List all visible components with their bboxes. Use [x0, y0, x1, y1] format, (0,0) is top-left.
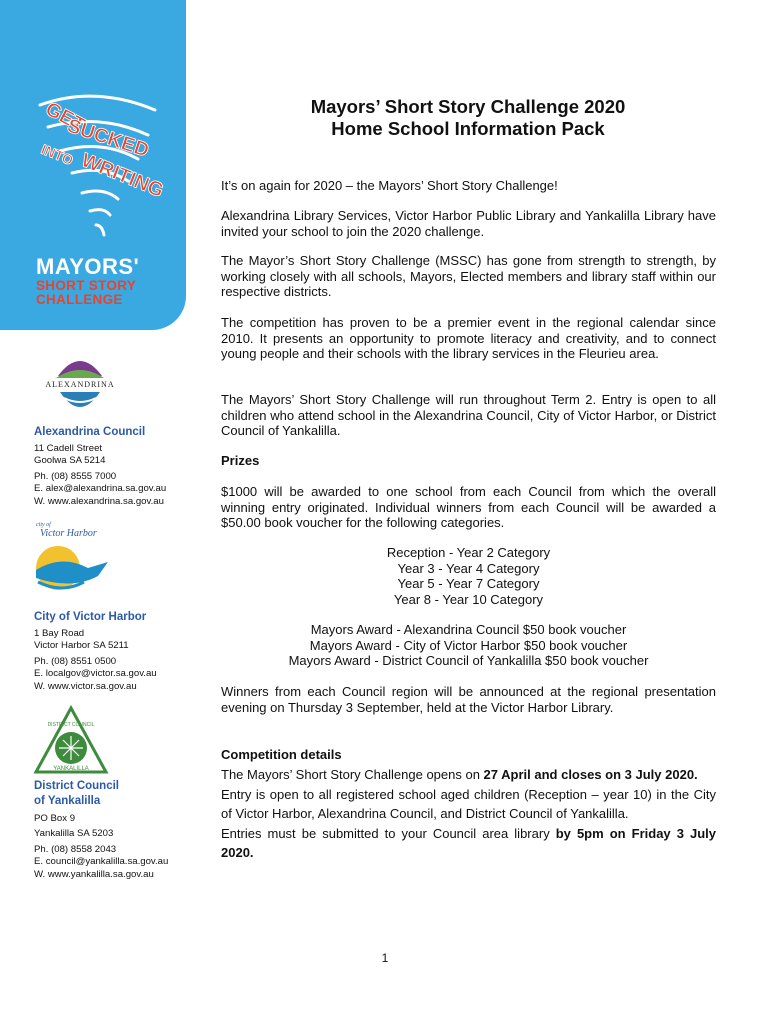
alexandrina-contact — [34, 443, 166, 508]
yankalilla-logo-bottom-text: YANKALILLA — [53, 766, 89, 772]
award-item: Mayors Award - District Council of Yankalilla $50 book voucher — [288, 653, 649, 668]
category-item: Year 3 - Year 4 Category — [397, 560, 540, 576]
entry-eligibility: Entry is open to all registered school aged children (Reception – year 10) in the City of Victor Harbor, Alexandrina Council, and District Council of Yankalilla. — [221, 786, 716, 821]
competition-details — [221, 765, 716, 863]
opens-line — [221, 765, 716, 785]
yankalilla-website[interactable]: W. www.yankalilla.sa.gov.au — [34, 868, 154, 880]
intro-paragraph-1: It’s on again for 2020 – the Mayors’ Short Story Challenge! — [221, 178, 558, 193]
opens-prefix: The Mayors’ Short Story Challenge opens on — [221, 767, 484, 782]
winners-paragraph: Winners from each Council region will be announced at the regional presentation evening on Thursday 3 September, held at the Victor Harbor Library. — [221, 684, 716, 715]
alexandrina-logo — [36, 352, 124, 422]
award-item: Mayors Award - City of Victor Harbor $50 book voucher — [309, 637, 628, 653]
submission-line — [221, 824, 716, 863]
intro-paragraph-2: Alexandrina Library Services, Victor Harbor Public Library and Yankalilla Library have invited your school to join the 2020 challenge. — [221, 208, 716, 239]
tornado-logo — [20, 75, 170, 245]
victor-harbor-contact — [34, 628, 157, 693]
victor-logo-small-text: city of — [36, 522, 51, 528]
banner-subtitle-1: SHORT STORY — [36, 278, 137, 293]
yankalilla-council-name-1: District Council — [34, 780, 119, 792]
tagline-into: INTO — [38, 140, 76, 169]
banner-title: MAYORS' — [36, 254, 140, 279]
category-item: Reception - Year 2 Category — [386, 545, 551, 560]
alexandrina-suburb: Goolwa SA 5214 — [34, 455, 106, 467]
intro-paragraph-3: The Mayor’s Short Story Challenge (MSSC) has gone from strength to strength, by working closely with all schools, Mayors, Elected members and library staff within our respective districts. — [221, 253, 716, 299]
intro-paragraph-5: The Mayors’ Short Story Challenge will run throughout Term 2. Entry is open to all children who attend school in the Alexandrina Council, City of Victor Harbor, or District Council of Yankalilla. — [221, 392, 716, 438]
yankalilla-email[interactable]: E. council@yankalilla.sa.gov.au — [34, 856, 169, 868]
victor-logo-text: Victor Harbor — [40, 528, 97, 539]
tagline-writing: WRITING — [78, 149, 167, 203]
category-item: Year 8 - Year 10 Category — [393, 591, 544, 607]
victor-website[interactable]: W. www.victor.sa.gov.au — [34, 680, 137, 692]
victor-phone: Ph. (08) 8551 0500 — [34, 655, 117, 667]
submit-deadline: by 5pm on Friday 3 July 2020. — [221, 825, 716, 860]
yankalilla-logo — [32, 704, 110, 776]
prize-categories — [221, 545, 716, 607]
tagline-get: GET — [41, 97, 89, 137]
victor-harbor-logo — [32, 518, 112, 598]
submit-prefix: Entries must be submitted to your Council area library — [221, 825, 556, 841]
victor-suburb: Victor Harbor SA 5211 — [34, 640, 129, 652]
alexandrina-council-name: Alexandrina Council — [34, 426, 146, 438]
yankalilla-logo-text: DISTRICT COUNCIL — [47, 722, 95, 728]
intro-paragraph-4: The competition has proven to be a premier event in the regional calendar since 2010. It presents an opportunity to promote literacy and creativity, and to connect young people and their schools with the library services in the Fleurieu area. — [221, 315, 716, 361]
alexandrina-address: 11 Cadell Street — [34, 443, 103, 454]
victor-email[interactable]: E. localgov@victor.sa.gov.au — [34, 668, 157, 680]
alexandrina-website[interactable]: W. www.alexandrina.sa.gov.au — [34, 495, 164, 507]
category-item: Year 5 - Year 7 Category — [397, 576, 540, 591]
mssc-banner — [0, 0, 186, 330]
page-number: 1 — [381, 951, 389, 965]
alexandrina-phone: Ph. (08) 8555 7000 — [34, 470, 117, 482]
alexandrina-logo-text: ALEXANDRINA — [45, 380, 115, 389]
mayors-awards — [221, 622, 716, 669]
prizes-heading: Prizes — [221, 453, 260, 468]
yankalilla-suburb: Yankalilla SA 5203 — [34, 828, 114, 840]
victor-harbor-council-name: City of Victor Harbor — [34, 611, 147, 623]
opens-dates: 27 April and closes on 3 July 2020. — [483, 767, 698, 782]
award-item: Mayors Award - Alexandrina Council $50 book voucher — [310, 622, 627, 637]
document-title-line-1: Mayors’ Short Story Challenge 2020 — [310, 96, 626, 117]
competition-details-heading: Competition details — [221, 747, 342, 762]
yankalilla-council-name-2: of Yankalilla — [34, 795, 101, 807]
document-title-line-2: Home School Information Pack — [331, 118, 605, 139]
prizes-intro: $1000 will be awarded to one school from each Council from which the overall winning entry originated. Individual winners from each Council will be awarded a $50.00 book voucher for the following categories. — [221, 484, 716, 530]
victor-address: 1 Bay Road — [34, 628, 85, 639]
tagline-sucked: SUCKED — [64, 114, 152, 162]
yankalilla-contact — [34, 813, 168, 881]
banner-subtitle-2: CHALLENGE — [36, 292, 123, 307]
alexandrina-email[interactable]: E. alex@alexandrina.sa.gov.au — [34, 483, 167, 495]
yankalilla-phone: Ph. (08) 8558 2043 — [34, 843, 117, 855]
yankalilla-address: PO Box 9 — [34, 813, 76, 824]
